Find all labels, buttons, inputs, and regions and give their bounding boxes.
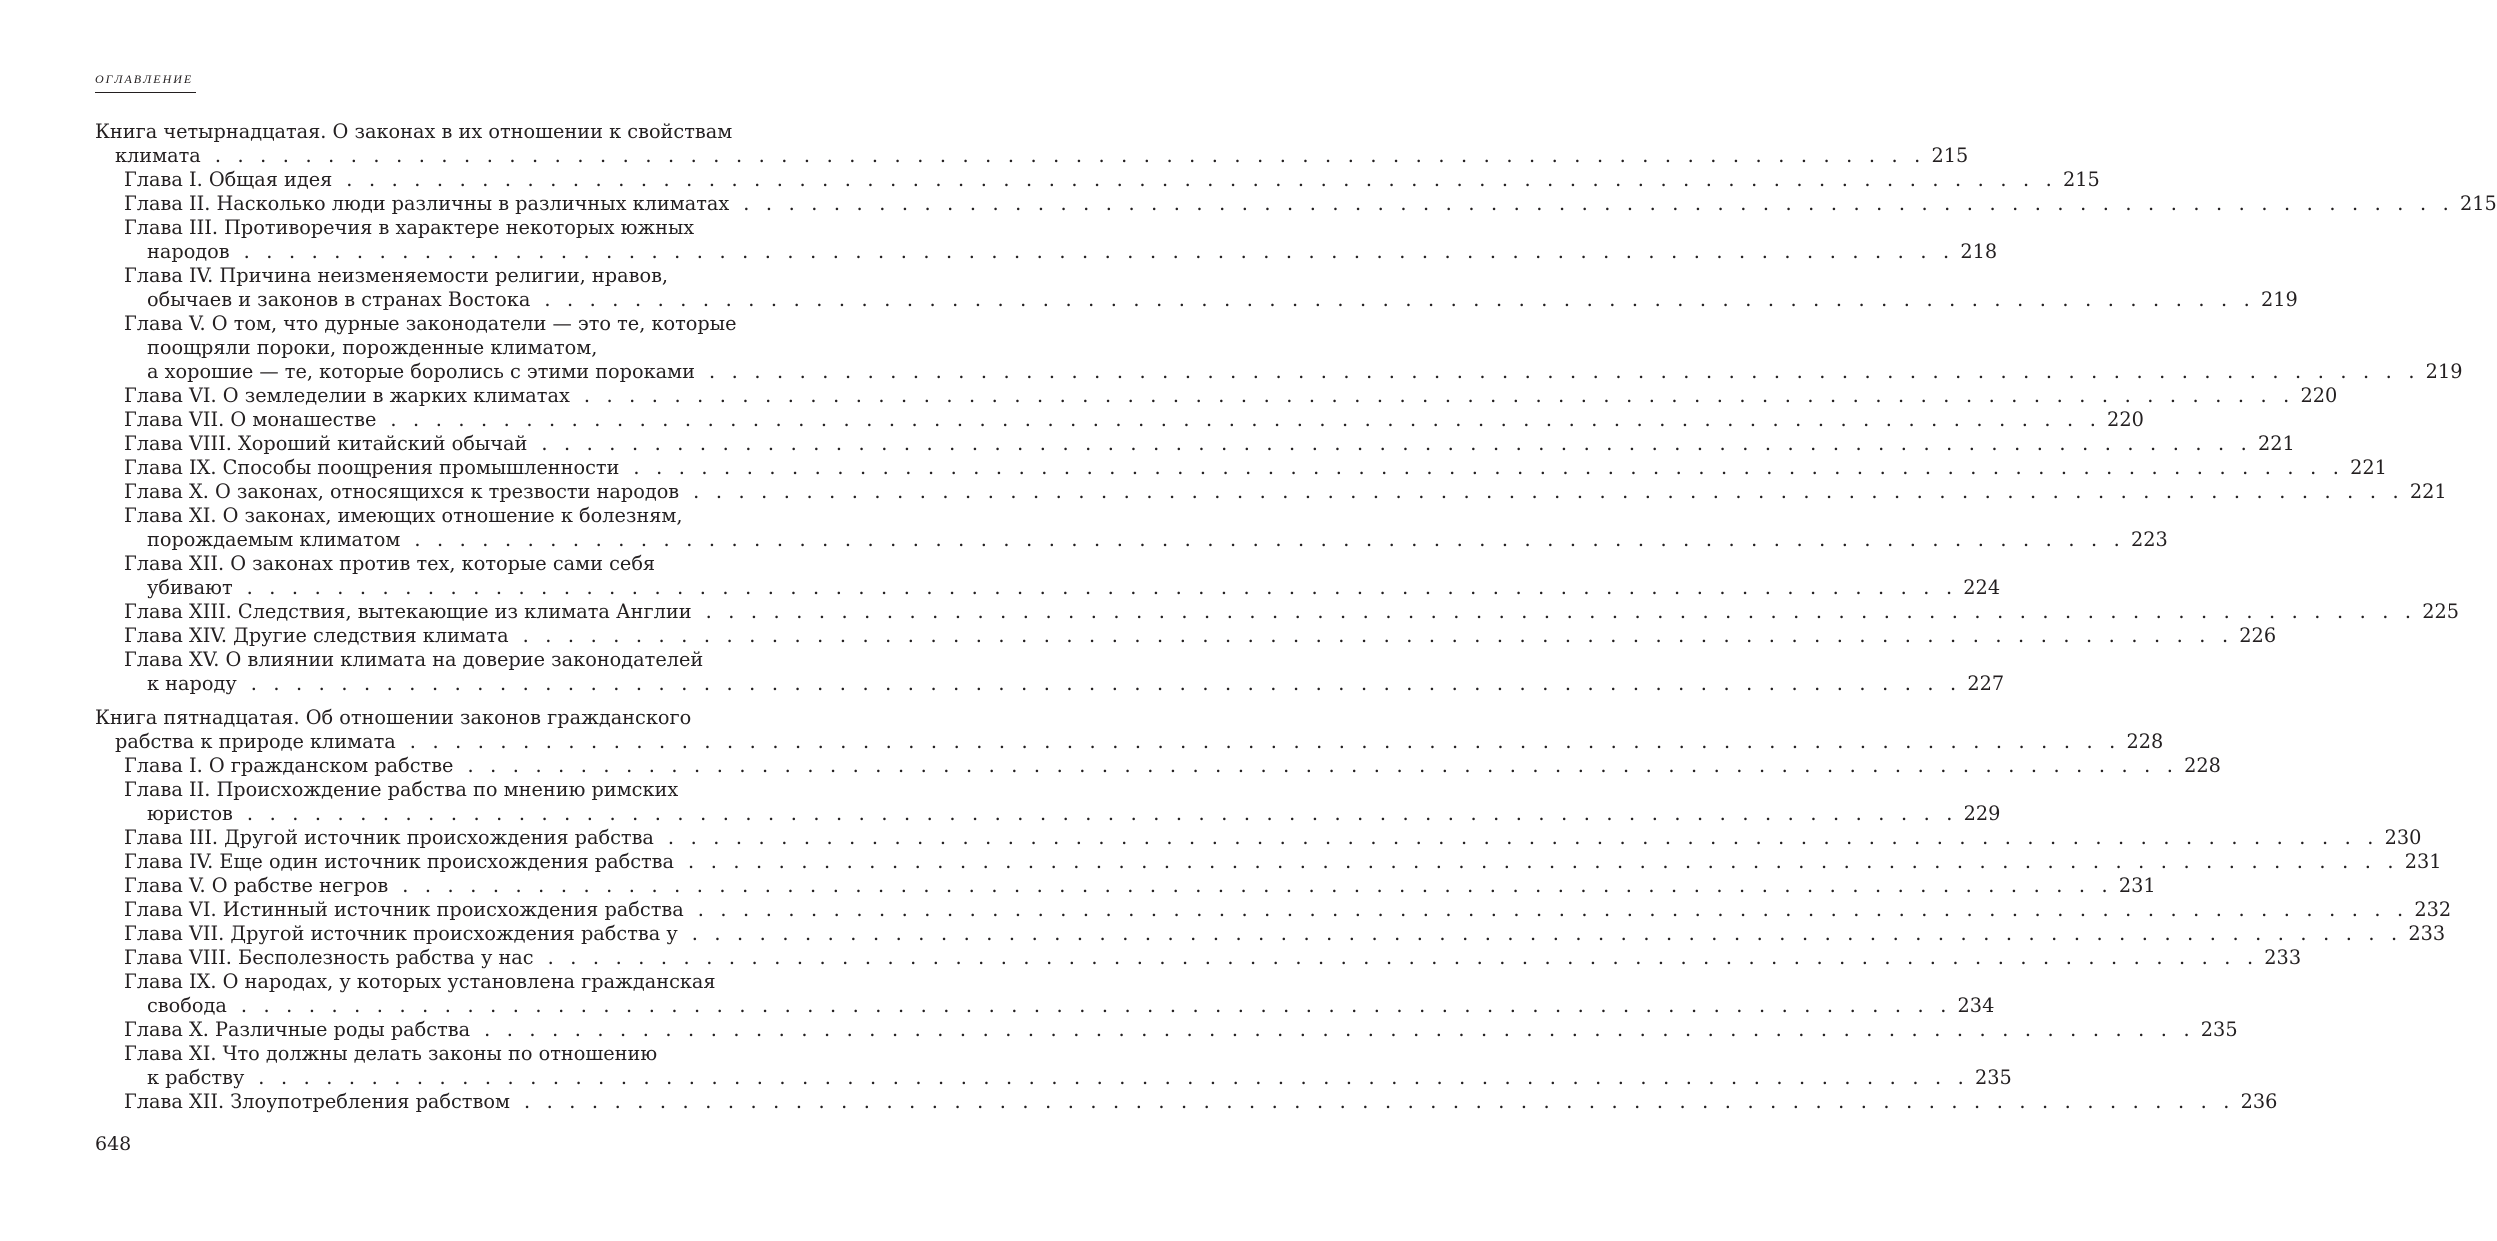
toc-entry-text: Глава VIII. Хороший китайский обычай — [124, 432, 528, 455]
toc-chapter-entry[interactable] — [95, 216, 1998, 264]
dot-leader: . . . . . . . . . . . . . . . . . . . . . . . . . . . . . . . . . . . . . . . . . . . . . . . . . . . . . . . . . . . . . . . . . . . . . . . . . . . . — [705, 600, 2417, 623]
toc-entry-text: Глава I. О гражданском рабстве — [124, 754, 454, 777]
dot-leader: . . . . . . . . . . . . . . . . . . . . . . . . . . . . . . . . . . . . . . . . . . . . . . . . . . . . . . . . . . . . . . . . . . . . . . . . . . . . — [583, 384, 2295, 407]
toc-chapter-entry[interactable] — [95, 408, 2144, 432]
dot-leader: . . . . . . . . . . . . . . . . . . . . . . . . . . . . . . . . . . . . . . . . . . . . . . . . . . . . . . . . . . . . . . . . . . . . . . . . . . . . — [743, 192, 2454, 215]
toc-entry-text: климата — [115, 144, 201, 167]
toc-entry-text: Глава XI. О законах, имеющих отношение к болезням, — [124, 504, 683, 527]
dot-leader: . . . . . . . . . . . . . . . . . . . . . . . . . . . . . . . . . . . . . . . . . . . . . . . . . . . . . . . . . . . . . . . . . . . . . . . . . . . . — [522, 624, 2234, 647]
toc-page-number: 215 — [2459, 192, 2497, 215]
toc-page-number: 220 — [2300, 384, 2338, 407]
toc-chapter-entry[interactable] — [95, 778, 2001, 826]
toc-book-section — [95, 120, 2497, 696]
toc-page-number: 219 — [2261, 288, 2298, 311]
toc-entry-text: Глава XII. Злоупотребления рабством — [124, 1090, 510, 1113]
toc-entry-text: народов — [147, 240, 230, 263]
toc-chapter-entry[interactable] — [95, 432, 2295, 456]
toc-entry-text: Глава XV. О влиянии климата на доверие законодателей — [124, 648, 704, 671]
toc-page-number: 233 — [2264, 946, 2302, 969]
toc-entry-text: Глава VII. О монашестве — [124, 408, 377, 431]
toc-entry-text: Книга пятнадцатая. Об отношении законов гражданского — [95, 706, 692, 729]
dot-leader: . . . . . . . . . . . . . . . . . . . . . . . . . . . . . . . . . . . . . . . . . . . . . . . . . . . . . . . . . . . . . . . . . . . . . . . . . . . . — [667, 826, 2379, 849]
toc-page-number: 221 — [2258, 432, 2295, 455]
toc-entry-text: к рабству — [147, 1066, 245, 1089]
dot-leader: . . . . . . . . . . . . . . . . . . . . . . . . . . . . . . . . . . . . . . . . . . . . . . . . . . . . . . . . . . . . . . . . . . . . . . . . . . . . — [246, 576, 1958, 599]
dot-leader: . . . . . . . . . . . . . . . . . . . . . . . . . . . . . . . . . . . . . . . . . . . . . . . . . . . . . . . . . . . . . . . . . . . . . . . . . . . . — [402, 874, 2113, 897]
toc-chapter-entry[interactable] — [95, 384, 2338, 408]
toc-entry-text: Глава X. О законах, относящихся к трезвости народов — [124, 480, 680, 503]
toc-chapter-entry[interactable] — [95, 898, 2452, 922]
dot-leader: . . . . . . . . . . . . . . . . . . . . . . . . . . . . . . . . . . . . . . . . . . . . . . . . . . . . . . . . . . . . . . . . . . . . . . . . . . . . — [709, 360, 2420, 383]
dot-leader: . . . . . . . . . . . . . . . . . . . . . . . . . . . . . . . . . . . . . . . . . . . . . . . . . . . . . . . . . . . . . . . . . . . . . . . . . . . . — [246, 802, 1958, 825]
toc-entry-text: Глава III. Противоречия в характере некоторых южных — [124, 216, 695, 239]
dot-leader: . . . . . . . . . . . . . . . . . . . . . . . . . . . . . . . . . . . . . . . . . . . . . . . . . . . . . . . . . . . . . . . . . . . . . . . . . . . . — [390, 408, 2102, 431]
toc-chapter-entry[interactable] — [95, 874, 2156, 898]
toc-page-number: 230 — [2384, 826, 2422, 849]
toc-book-title[interactable] — [95, 120, 1969, 168]
toc-page-number: 218 — [1960, 240, 1998, 263]
page-number: 648 — [95, 1133, 132, 1155]
dot-leader: . . . . . . . . . . . . . . . . . . . . . . . . . . . . . . . . . . . . . . . . . . . . . . . . . . . . . . . . . . . . . . . . . . . . . . . . . . . . — [240, 994, 1952, 1017]
toc-page-number: 221 — [2350, 456, 2387, 479]
dot-leader: . . . . . . . . . . . . . . . . . . . . . . . . . . . . . . . . . . . . . . . . . . . . . . . . . . . . . . . . . . . . . . . . . . . . . . . . . . . . — [214, 144, 1926, 167]
toc-entry-text: порождаемым климатом — [147, 528, 401, 551]
dot-leader: . . . . . . . . . . . . . . . . . . . . . . . . . . . . . . . . . . . . . . . . . . . . . . . . . . . . . . . . . . . . . . . . . . . . . . . . . . . . — [467, 754, 2179, 777]
toc-page-number: 223 — [2130, 528, 2168, 551]
dot-leader: . . . . . . . . . . . . . . . . . . . . . . . . . . . . . . . . . . . . . . . . . . . . . . . . . . . . . . . . . . . . . . . . . . . . . . . . . . . . — [258, 1066, 1969, 1089]
toc-chapter-entry[interactable] — [95, 946, 2302, 970]
toc-book-title[interactable] — [95, 706, 2164, 754]
toc-page-number: 219 — [2425, 360, 2463, 383]
toc-entry-text: убивают — [147, 576, 233, 599]
toc-page-number: 221 — [2409, 480, 2447, 503]
toc-entry-text: обычаев и законов в странах Востока — [147, 288, 531, 311]
toc-page-number: 227 — [1967, 672, 2005, 695]
toc-page-number: 215 — [2062, 168, 2100, 191]
toc-chapter-entry[interactable] — [95, 648, 2005, 696]
toc-chapter-entry[interactable] — [95, 552, 2001, 600]
toc-page-number: 231 — [2404, 850, 2442, 873]
toc-entry-text: Глава XIV. Другие следствия климата — [124, 624, 509, 647]
toc-entry-text: Глава XI. Что должны делать законы по отношению — [124, 1042, 658, 1065]
toc-entry-text: Глава VII. Другой источник происхождения рабства у — [124, 922, 678, 945]
toc-chapter-entry[interactable] — [95, 1018, 2238, 1042]
running-head-underline — [95, 92, 196, 93]
toc-page-number: 232 — [2414, 898, 2452, 921]
toc-entry-text: Книга четырнадцатая. О законах в их отношении к свойствам — [95, 120, 733, 143]
toc-page-number: 235 — [2200, 1018, 2238, 1041]
toc-page-number: 220 — [2107, 408, 2144, 431]
toc-entry-text: Глава IX. Способы поощрения промышленности — [124, 456, 620, 479]
toc-entry-text: юристов — [147, 802, 233, 825]
dot-leader: . . . . . . . . . . . . . . . . . . . . . . . . . . . . . . . . . . . . . . . . . . . . . . . . . . . . . . . . . . . . . . . . . . . . . . . . . . . . — [243, 240, 1955, 263]
toc-page-number: 228 — [2126, 730, 2164, 753]
dot-leader: . . . . . . . . . . . . . . . . . . . . . . . . . . . . . . . . . . . . . . . . . . . . . . . . . . . . . . . . . . . . . . . . . . . . . . . . . . . . — [693, 480, 2404, 503]
toc-page-number: 228 — [2184, 754, 2221, 777]
toc-entry-text: к народу — [147, 672, 237, 695]
toc-entry-text: Глава II. Насколько люди различны в различных климатах — [124, 192, 730, 215]
dot-leader: . . . . . . . . . . . . . . . . . . . . . . . . . . . . . . . . . . . . . . . . . . . . . . . . . . . . . . . . . . . . . . . . . . . . . . . . . . . . — [547, 946, 2259, 969]
toc-chapter-entry[interactable] — [95, 480, 2447, 504]
toc-entry-text: Глава I. Общая идея — [124, 168, 333, 191]
toc-chapter-entry[interactable] — [95, 504, 2168, 552]
toc-book-section — [95, 706, 2452, 1114]
toc-page-number: 231 — [2118, 874, 2156, 897]
toc-entry-text: а хорошие — те, которые боролись с этими пороками — [147, 360, 695, 383]
dot-leader: . . . . . . . . . . . . . . . . . . . . . . . . . . . . . . . . . . . . . . . . . . . . . . . . . . . . . . . . . . . . . . . . . . . . . . . . . . . . — [697, 898, 2409, 921]
running-head: ОГЛАВЛЕНИЕ — [95, 72, 194, 86]
toc-chapter-entry[interactable] — [95, 456, 2387, 480]
toc-chapter-entry[interactable] — [95, 264, 2298, 312]
toc-chapter-entry[interactable] — [95, 850, 2442, 874]
toc-page-number: 224 — [1963, 576, 2001, 599]
toc-entry-text: свобода — [147, 994, 227, 1017]
toc-page-number: 236 — [2240, 1090, 2278, 1113]
toc-page-number: 233 — [2408, 922, 2446, 945]
dot-leader: . . . . . . . . . . . . . . . . . . . . . . . . . . . . . . . . . . . . . . . . . . . . . . . . . . . . . . . . . . . . . . . . . . . . . . . . . . . . — [544, 288, 2255, 311]
toc-entry-text: Глава V. О том, что дурные законодатели — это те, которые — [124, 312, 737, 335]
toc-entry-text: Глава VIII. Бесполезность рабства у нас — [124, 946, 534, 969]
toc-entry-text: Глава XII. О законах против тех, которые сами себя — [124, 552, 656, 575]
toc-entry-text: Глава VI. Истинный источник происхождения рабства — [124, 898, 684, 921]
toc-entry-text: Глава IV. Причина неизменяемости религии, нравов, — [124, 264, 669, 287]
toc-page-number: 229 — [1963, 802, 2001, 825]
dot-leader: . . . . . . . . . . . . . . . . . . . . . . . . . . . . . . . . . . . . . . . . . . . . . . . . . . . . . . . . . . . . . . . . . . . . . . . . . . . . — [409, 730, 2121, 753]
dot-leader: . . . . . . . . . . . . . . . . . . . . . . . . . . . . . . . . . . . . . . . . . . . . . . . . . . . . . . . . . . . . . . . . . . . . . . . . . . . . — [688, 850, 2399, 873]
toc-chapter-entry[interactable] — [95, 312, 2463, 384]
toc-entry-text: Глава X. Различные роды рабства — [124, 1018, 471, 1041]
dot-leader: . . . . . . . . . . . . . . . . . . . . . . . . . . . . . . . . . . . . . . . . . . . . . . . . . . . . . . . . . . . . . . . . . . . . . . . . . . . . — [484, 1018, 2195, 1041]
toc-entry-text: Глава VI. О земледелии в жарких климатах — [124, 384, 570, 407]
toc-entry-text: Глава IX. О народах, у которых установлена гражданская — [124, 970, 716, 993]
toc-chapter-entry[interactable] — [95, 970, 1995, 1018]
toc-chapter-entry[interactable] — [95, 754, 2221, 778]
toc-page-number: 226 — [2239, 624, 2277, 647]
dot-leader: . . . . . . . . . . . . . . . . . . . . . . . . . . . . . . . . . . . . . . . . . . . . . . . . . . . . . . . . . . . . . . . . . . . . . . . . . . . . — [523, 1090, 2235, 1113]
toc-chapter-entry[interactable] — [95, 826, 2422, 850]
toc-page-number: 235 — [1974, 1066, 2012, 1089]
toc-chapter-entry[interactable] — [95, 624, 2277, 648]
toc-chapter-entry[interactable] — [95, 1090, 2278, 1114]
table-of-contents — [95, 120, 2497, 1124]
dot-leader: . . . . . . . . . . . . . . . . . . . . . . . . . . . . . . . . . . . . . . . . . . . . . . . . . . . . . . . . . . . . . . . . . . . . . . . . . . . . — [346, 168, 2057, 191]
toc-entry-text: Глава II. Происхождение рабства по мнению римских — [124, 778, 679, 801]
toc-entry-text: Глава III. Другой источник происхождения рабства — [124, 826, 654, 849]
toc-entry-text: рабства к природе климата — [115, 730, 396, 753]
toc-chapter-entry[interactable] — [95, 192, 2497, 216]
toc-chapter-entry[interactable] — [95, 168, 2100, 192]
toc-page-number: 234 — [1957, 994, 1995, 1017]
dot-leader: . . . . . . . . . . . . . . . . . . . . . . . . . . . . . . . . . . . . . . . . . . . . . . . . . . . . . . . . . . . . . . . . . . . . . . . . . . . . — [633, 456, 2345, 479]
dot-leader: . . . . . . . . . . . . . . . . . . . . . . . . . . . . . . . . . . . . . . . . . . . . . . . . . . . . . . . . . . . . . . . . . . . . . . . . . . . . — [414, 528, 2125, 551]
dot-leader: . . . . . . . . . . . . . . . . . . . . . . . . . . . . . . . . . . . . . . . . . . . . . . . . . . . . . . . . . . . . . . . . . . . . . . . . . . . . — [691, 922, 2403, 945]
dot-leader: . . . . . . . . . . . . . . . . . . . . . . . . . . . . . . . . . . . . . . . . . . . . . . . . . . . . . . . . . . . . . . . . . . . . . . . . . . . . — [250, 672, 1962, 695]
toc-entry-text: Глава XIII. Следствия, вытекающие из климата Англии — [124, 600, 692, 623]
toc-chapter-entry[interactable] — [95, 922, 2446, 946]
toc-page-number: 225 — [2422, 600, 2460, 623]
toc-entry-text: Глава IV. Еще один источник происхождения рабства — [124, 850, 675, 873]
toc-entry-text: поощряли пороки, порожденные климатом, — [147, 336, 598, 359]
toc-entry-text: Глава V. О рабстве негров — [124, 874, 389, 897]
dot-leader: . . . . . . . . . . . . . . . . . . . . . . . . . . . . . . . . . . . . . . . . . . . . . . . . . . . . . . . . . . . . . . . . . . . . . . . . . . . . — [541, 432, 2252, 455]
toc-chapter-entry[interactable] — [95, 600, 2460, 624]
toc-chapter-entry[interactable] — [95, 1042, 2012, 1090]
toc-page-number: 215 — [1931, 144, 1969, 167]
